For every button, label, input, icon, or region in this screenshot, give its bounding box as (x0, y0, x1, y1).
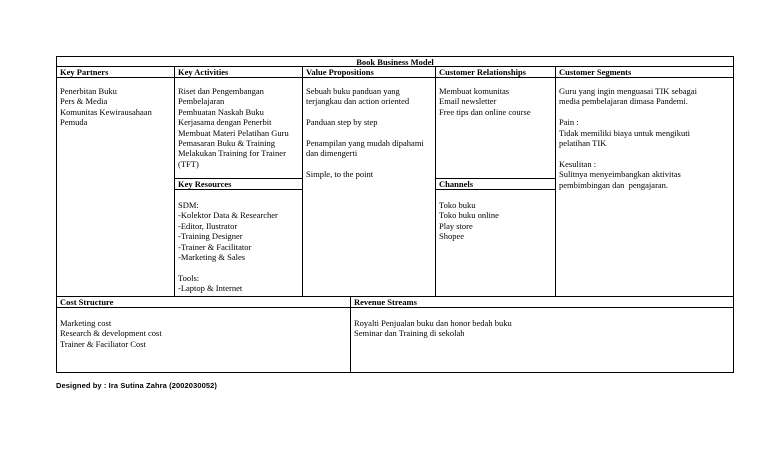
key-activities-list (175, 86, 302, 169)
list-item: Sulitnya menyeimbangkan aktivitas pembimbingan dan pengajaran. (559, 169, 683, 190)
list-item: -Editor, Ilustrator (178, 220, 238, 231)
list-item (559, 148, 706, 158)
list-item: Pemasaran Buku & Training (178, 138, 276, 149)
list-item: Panduan step by step (306, 117, 378, 128)
list-item: Royalti Penjualan buku dan honor bedah buku (354, 318, 512, 328)
list-item: Pain : (559, 117, 579, 128)
value-propositions-header: Value Propositions (306, 67, 374, 77)
list-item: Membuat komunitas (439, 86, 510, 96)
list-item: Penerbitan Buku (60, 86, 117, 96)
key-partners-list (57, 86, 173, 128)
customer-relationships-header: Customer Relationships (439, 67, 526, 77)
key-resources-list (175, 200, 302, 294)
customer-segments-list (556, 86, 706, 190)
channels-header-divider (435, 189, 555, 190)
list-item: Pembuatan Naskah Buku (178, 106, 264, 117)
list-item: Penampilan yang mudah dipahami dan dimengerti (306, 138, 426, 159)
list-item: Email newsletter (439, 96, 497, 107)
list-item (306, 107, 431, 117)
list-item (178, 262, 302, 272)
header-divider (56, 77, 734, 78)
designer-credit: Designed by : Ira Sutina Zahra (2002030052) (56, 381, 218, 390)
list-item: -Kolektor Data & Researcher (178, 210, 278, 221)
list-item: Toko buku (439, 200, 476, 210)
channels-list (436, 200, 555, 242)
list-item: -Marketing & Sales (178, 252, 246, 263)
list-item: Research & development cost (60, 328, 162, 339)
revenue-streams-header: Revenue Streams (354, 297, 417, 307)
list-item: Kesulitan : (559, 158, 597, 169)
list-item: Membuat Materi Pelatihan Guru (178, 127, 289, 138)
title-divider (56, 66, 734, 67)
list-item: Toko buku online (439, 210, 499, 221)
list-item: Komunitas Kewirausahaan Pemuda (60, 106, 154, 128)
list-item: Sebuah buku panduan yang terjangkau dan action oriented (306, 86, 410, 107)
canvas-title: Book Business Model (356, 56, 434, 67)
customer-relationships-list (436, 86, 555, 117)
list-item: SDM: (178, 200, 199, 210)
bottom-header-divider (56, 307, 734, 308)
list-item: -Trainer & Facilitator (178, 241, 252, 252)
key-activities-header: Key Activities (178, 67, 229, 77)
key-resources-header: Key Resources (178, 179, 232, 189)
list-item: Trainer & Faciliator Cost (60, 338, 146, 349)
list-item: Tidak memiliki biaya untuk mengikuti pelatihan TIK (559, 127, 693, 149)
key-partners-header: Key Partners (60, 67, 109, 77)
list-item (306, 159, 431, 169)
list-item: Guru yang ingin menguasai TIK sebagai media pembelajaran dimasa Pandemi. (559, 86, 700, 107)
list-item: -Laptop & Internet (178, 283, 243, 294)
list-item (306, 128, 431, 138)
key-resources-header-divider (174, 189, 302, 190)
revenue-streams-list (351, 318, 731, 339)
list-item (559, 107, 706, 117)
customer-segments-header: Customer Segments (559, 67, 632, 77)
list-item: Pers & Media (60, 96, 108, 107)
list-item: Simple, to the point (306, 169, 374, 180)
list-item: -Training Designer (178, 231, 243, 242)
list-item: Free tips dan online course (439, 106, 531, 117)
list-item: Melakukan Training for Trainer (TFT) (178, 148, 289, 169)
list-item: Play store (439, 220, 473, 231)
cost-structure-list (57, 318, 347, 349)
list-item: Kerjasama dengan Penerbit (178, 117, 272, 128)
value-propositions-list (303, 86, 431, 180)
channels-header: Channels (439, 179, 474, 189)
list-item: Seminar dan Training di sekolah (354, 328, 465, 339)
list-item: Tools: (178, 272, 200, 283)
list-item: Marketing cost (60, 318, 112, 328)
cost-structure-header: Cost Structure (60, 297, 114, 307)
list-item: Riset dan Pengembangan Pembelajaran (178, 86, 267, 107)
list-item: Shopee (439, 231, 465, 242)
